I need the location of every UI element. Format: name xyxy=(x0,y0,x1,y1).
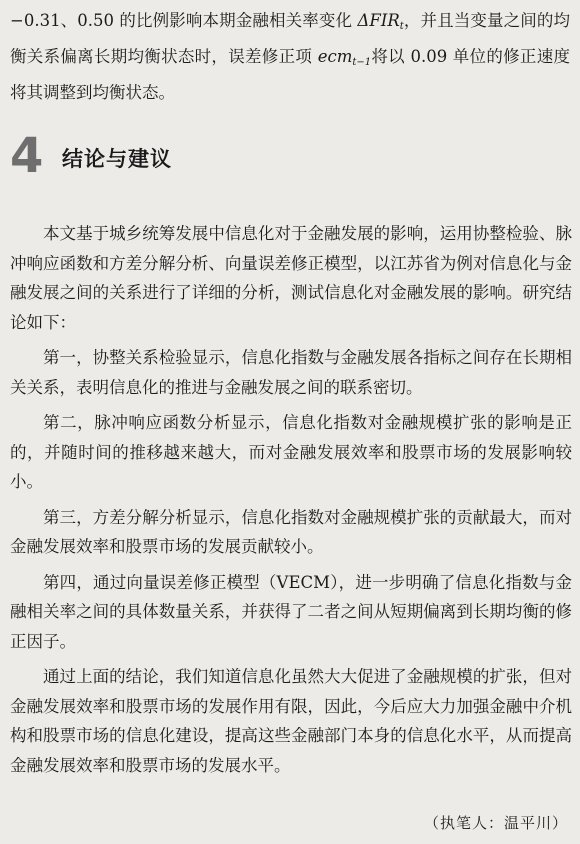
intro-paragraph xyxy=(10,6,570,108)
section-number: 4 xyxy=(10,128,43,184)
body-paragraph-first: 第一，协整关系检验显示，信息化指数与金融发展各指标之间存在长期相关关系，表明信息化的推进与金融发展之间的联系密切。 xyxy=(10,348,572,397)
author-signature: （执笔人：温平川） xyxy=(423,814,568,832)
ecm-symbol: ecm$_{t-1}$ xyxy=(317,47,372,68)
section-title: 结论与建议 xyxy=(62,147,172,171)
body-paragraph-third: 第三，方差分解分析显示，信息化指数对金融规模扩张的贡献最大，而对金融发展效率和股票市场的发展贡献较小。 xyxy=(10,507,572,556)
body-paragraph-fourth: 第四，通过向量误差修正模型（VECM），进一步明确了信息化指数与金融相关率之间的具体数量关系，并获得了二者之间从短期偏离到长期均衡的修正因子。 xyxy=(10,572,572,651)
delta-fir-symbol: $\Delta FIR_t$ xyxy=(357,11,404,32)
body-paragraph-second: 第二，脉冲响应函数分析显示，信息化指数对金融规模扩张的影响是正的，并随时间的推移越来越大，而对金融发展效率和股票市场的发展影响较小。 xyxy=(10,413,572,491)
body-paragraph-conclusion: 通过上面的结论，我们知道信息化虽然大大促进了金融规模的扩张，但对金融发展效率和股票市场的发展作用有限，因此，今后应大力加强金融中介机构和股票市场的信息化建设，提高这些金融部门本身的信息化水平，从而提高金融发展效率和股票市场的发展水平。 xyxy=(10,667,572,775)
intro-text-1: −0.31、0.50 的比例影响本期金融相关率变化 xyxy=(10,11,358,30)
section-body xyxy=(10,219,572,786)
intro-text-2: ，并且当变量之间的均衡关系偏离长期均衡状态时，误差修正项 xyxy=(10,11,570,66)
section-heading xyxy=(10,128,172,184)
body-paragraph-intro: 本文基于城乡统筹发展中信息化对于金融发展的影响，运用协整检验、脉冲响应函数和方差分解分析、向量误差修正模型，以江苏省为例对信息化与金融发展之间的关系进行了详细的分析，测试信息化对金融发展的影响。研究结论如下： xyxy=(10,224,572,332)
intro-text-3: 将以 0.09 单位的修正速度将其调整到均衡状态。 xyxy=(10,47,570,102)
